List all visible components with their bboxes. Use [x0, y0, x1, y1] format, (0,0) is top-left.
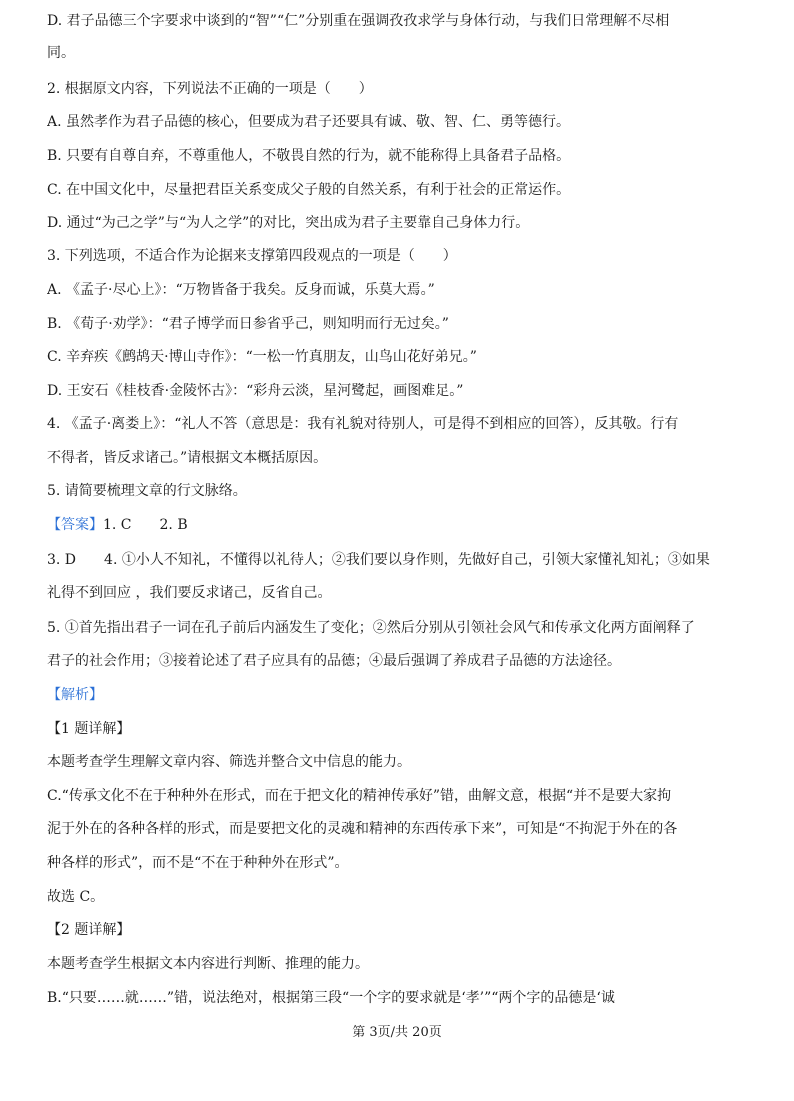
question-2-option-a: A. 虽然孝作为君子品德的核心，但要成为君子还要具有诚、敬、智、仁、勇等德行。 [47, 114, 571, 130]
question-3-option-b: B. 《荀子·劝学》：“君子博学而日参省乎己，则知明而行无过矣。” [47, 316, 449, 332]
answer-first-items: 1. C 2. B [103, 517, 188, 533]
analysis-tag: 【解析】 [47, 687, 103, 703]
analysis-q1-body-3: 种各样的形式”，而不是“不在于种种外在形式”。 [47, 855, 349, 871]
answer-line [47, 515, 757, 535]
question-3-stem: 3. 下列选项，不适合作为论据来支撑第四段观点的一项是（ ） [47, 248, 457, 264]
page-number-footer: 第 3页/共 20页 [352, 1025, 442, 1040]
question-4-stem: 4. 《孟子·离娄上》：“礼人不答（意思是：我有礼貌对待别人，可是得不到相应的回答），反其敬。行有 [47, 416, 679, 432]
question-1-option-d-continued: 同。 [47, 45, 75, 61]
answer-3-4: 3. D 4. ①小人不知礼，不懂得以礼待人；②我们要以身作则，先做好自己，引领大家懂礼知礼；③如果 [47, 552, 710, 568]
analysis-q2-body: B.“只要……就……”错，说法绝对，根据第三段“一个字的要求就是‘孝’”“两个字的品德是‘诚 [47, 990, 615, 1006]
question-5-stem: 5. 请简要梳理文章的行文脉络。 [47, 483, 247, 499]
analysis-q1-conclusion: 故选 C。 [47, 889, 105, 905]
question-2-stem: 2. 根据原文内容，下列说法不正确的一项是（ ） [47, 81, 373, 97]
answer-tag: 【答案】 [47, 517, 103, 533]
analysis-q1-body-2: 泥于外在的各种各样的形式，而是要把文化的灵魂和精神的东西传承下来”，可知是“不拘泥于外在的各 [47, 821, 678, 837]
question-2-option-b: B. 只要有自尊自弃，不尊重他人，不敬畏自然的行为，就不能称得上具备君子品格。 [47, 148, 571, 164]
question-2-option-c: C. 在中国文化中，尽量把君臣关系变成父子般的自然关系，有利于社会的正常运作。 [47, 182, 571, 198]
answer-5-continued: 君子的社会作用；③接着论述了君子应具有的品德；④最后强调了养成君子品德的方法途径。 [47, 653, 621, 669]
answer-4-continued: 礼得不到回应 ，我们要反求诸己，反省自己。 [47, 585, 332, 601]
question-3-option-d: D. 王安石《桂枝香·金陵怀古》：“彩舟云淡，星河鹭起，画图难足。” [47, 383, 464, 399]
question-4-stem-continued: 不得者，皆反求诸己。”请根据文本概括原因。 [47, 450, 328, 466]
answer-5: 5. ①首先指出君子一词在孔子前后内涵发生了变化；②然后分别从引领社会风气和传承文化两方面阐释了 [47, 620, 695, 636]
question-2-option-d: D. 通过“为己之学”与“为人之学”的对比，突出成为君子主要靠自己身体力行。 [47, 215, 530, 231]
question-3-option-a: A. 《孟子·尽心上》：“万物皆备于我矣。反身而诚，乐莫大焉。” [47, 282, 435, 298]
question-3-option-c: C. 辛弃疾《鹧鸪天·博山寺作》：“一松一竹真朋友，山鸟山花好弟兄。” [47, 349, 477, 365]
analysis-q2-intro: 本题考查学生根据文本内容进行判断、推理的能力。 [47, 956, 369, 972]
analysis-q1-heading: 【1 题详解】 [47, 721, 131, 737]
analysis-q1-intro: 本题考查学生理解文章内容、筛选并整合文中信息的能力。 [47, 754, 411, 770]
question-1-option-d: D. 君子品德三个字要求中谈到的“智”“仁”分别重在强调孜孜求学与身体行动，与我们日常理解不尽相 [47, 13, 670, 29]
analysis-q2-heading: 【2 题详解】 [47, 922, 131, 938]
analysis-q1-body: C.“传承文化不在于种种外在形式，而在于把文化的精神传承好”错，曲解文意，根据“并不是要大家拘 [47, 788, 672, 804]
